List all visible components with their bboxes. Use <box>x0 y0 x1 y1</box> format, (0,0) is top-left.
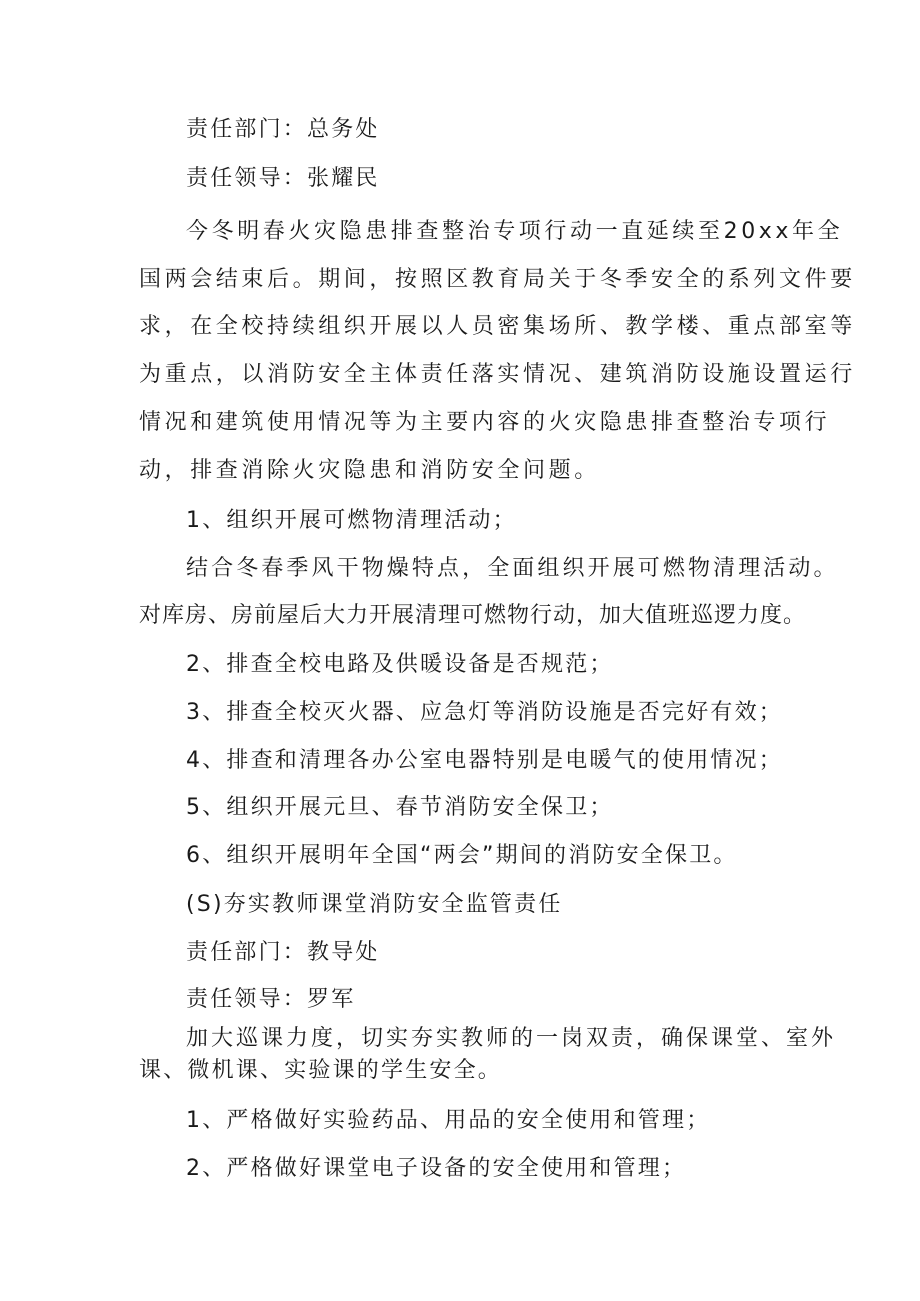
paragraph-line: 为重点，以消防安全主体责任落实情况、建筑消防设施设置运行 <box>139 362 856 387</box>
paragraph-line: 课、微机课、实验课的学生安全。 <box>139 1058 503 1083</box>
paragraph-line: 情况和建筑使用情况等为主要内容的火灾隐患排查整治专项行 <box>139 410 831 435</box>
responsible-department-line: 责任部门：总务处 <box>186 117 380 142</box>
list-item: 2、排查全校电路及供暖设备是否规范； <box>186 652 614 677</box>
paragraph-line: 动，排查消除火灾隐患和消防安全问题。 <box>139 458 600 483</box>
responsible-leader-line: 责任领导：罗军 <box>186 987 356 1012</box>
list-item: 1、严格做好实验药品、用品的安全使用和管理； <box>186 1108 711 1133</box>
list-item: 1、组织开展可燃物清理活动； <box>186 508 517 533</box>
section-heading: (S)夯实教师课堂消防安全监管责任 <box>186 892 563 917</box>
list-item: 5、组织开展元旦、春节消防安全保卫； <box>186 795 614 820</box>
list-item: 2、严格做好课堂电子设备的安全使用和管理； <box>186 1156 687 1181</box>
responsible-department-line: 责任部门：教导处 <box>186 940 380 965</box>
list-item: 4、排查和清理各办公室电器特别是电暖气的使用情况； <box>186 748 783 773</box>
list-item: 6、组织开展明年全国“两会”期间的消防安全保卫。 <box>186 843 738 868</box>
paragraph-line: 国两会结束后。期间，按照区教育局关于冬季安全的系列文件要 <box>139 267 856 292</box>
paragraph-line: 加大巡课力度，切实夯实教师的一岗双责，确保课堂、室外 <box>186 1026 837 1051</box>
paragraph-line: 结合冬春季风干物燥特点，全面组织开展可燃物清理活动。 <box>186 556 839 581</box>
responsible-leader-line: 责任领导：张耀民 <box>186 166 380 191</box>
paragraph-line: 对库房、房前屋后大力开展清理可燃物行动，加大值班巡逻力度。 <box>139 603 807 628</box>
paragraph-line: 今冬明春火灾隐患排查整治专项行动一直延续至20xx年全 <box>186 219 844 244</box>
paragraph-line: 求，在全校持续组织开展以人员密集场所、教学楼、重点部室等 <box>139 314 856 339</box>
list-item: 3、排查全校灭火器、应急灯等消防设施是否完好有效； <box>186 700 783 725</box>
